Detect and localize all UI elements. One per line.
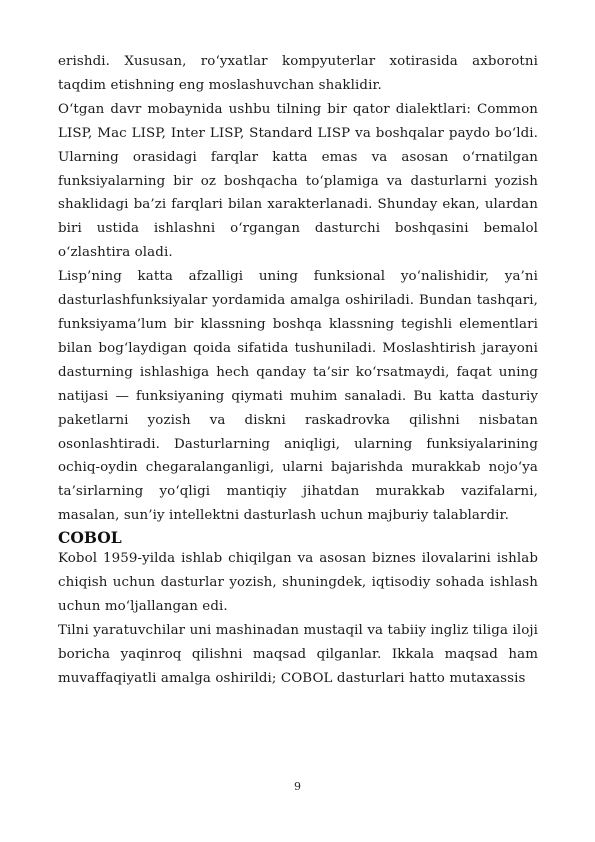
paragraph-lisp-dialects: O‘tgan davr mobaynida ushbu tilning bir qator dialektlari: Common LISP, Mac LISP, Inter LISP, Standard LISP va boshqalar paydo bo‘ldi. Ularning orasidagi farqlar katta emas va asosan o‘rnatilgan funksiyalarning bir oz boshqacha to‘plamiga va dasturlarni yozish shaklidagi ba’zi farqlari bilan xarakterlanadi. Shunday ekan, ulardan biri ustida ishlashni o‘rgangan dasturchi boshqasini bemalol o‘zlashtira oladi. — [58, 101, 538, 261]
paragraph-cobol-goals: Tilni yaratuvchilar uni mashinadan mustaqil va tabiiy ingliz tiliga iloji boricha yaqinroq qilishni maqsad qilganlar. Ikkala maqsad ham muvaffaqiyatli amalga oshirildi; COBOL dasturlari hatto mutaxassis — [58, 622, 538, 686]
section-heading-cobol: COBOL — [58, 528, 122, 548]
paragraph-cobol-history: Kobol 1959-yilda ishlab chiqilgan va asosan biznes ilovalarini ishlab chiqish uchun dasturlar yozish, shuningdek, iqtisodiy sohada ishlash uchun mo‘ljallangan edi. — [58, 551, 538, 614]
paragraph-list-flexibility: erishdi. Xususan, ro‘yxatlar kompyuterlar xotirasida axborotni taqdim etishning eng moslashuvchan shaklidir. — [58, 54, 538, 93]
paragraph-lisp-advantages: Lisp’ning katta afzalligi uning funksional yo‘nalishidir, ya’ni dasturlashfunksiyalar yordamida amalga oshiriladi. Bundan tashqari, funksiyama’lum bir klassning boshqa klassning tegishli elementlari bilan bog‘laydigan qoida sifatida tushuniladi. Moslashtirish jarayoni dasturning ishlashiga hech qanday ta’sir ko‘rsatmaydi, faqat uning natijasi — funksiyaning qiymati muhim sanaladi. Bu katta dasturiy paketlarni yozish va diskni raskadrovka qilishni nisbatan osonlashtiradi. Dasturlarning aniqligi, ularning funksiyalarining ochiq-oydin chegaralanganligi, ularni bajarishda murakkab nojo‘ya ta’sirlarning yo‘qligi mantiqiy jihatdan murakkab vazifalarni, masalan, sun’iy intellektni dasturlash uchun majburiy talablardir. — [58, 269, 538, 524]
document-page — [58, 50, 538, 691]
page-number: 9 — [294, 780, 301, 793]
